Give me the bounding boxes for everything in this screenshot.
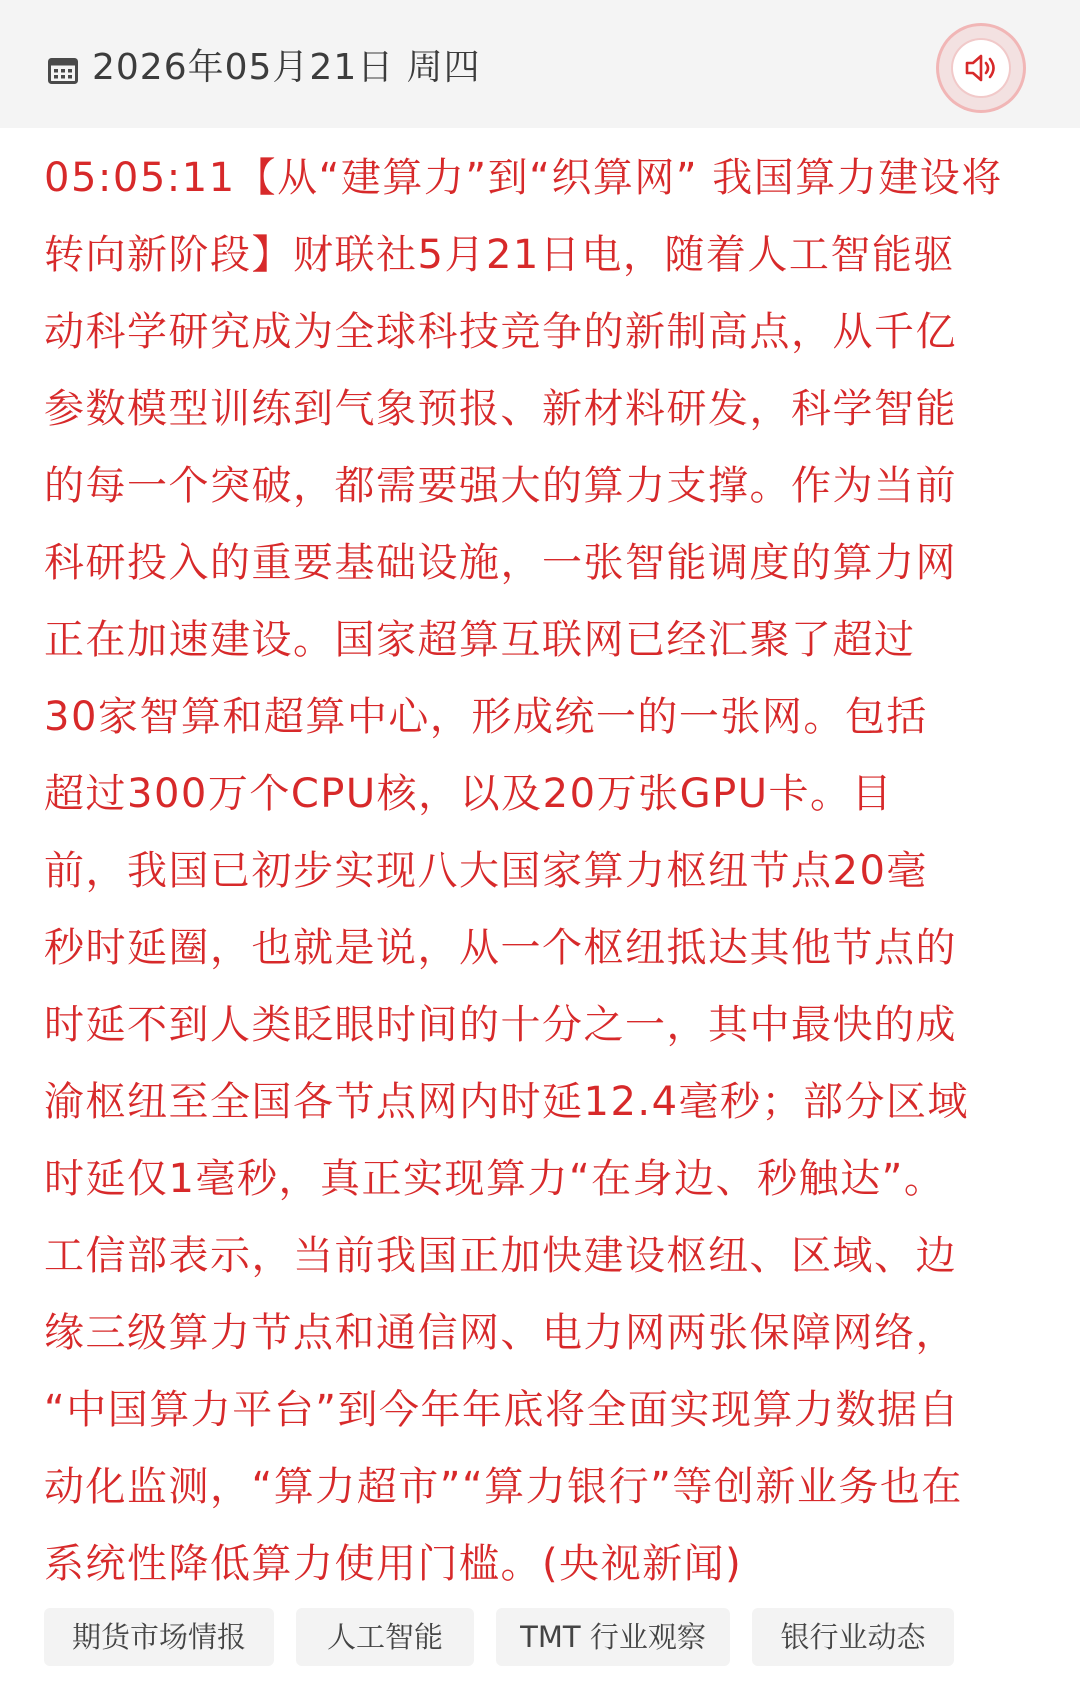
date-header [0,0,1080,128]
article-line: “中国算力平台”到今年年底将全面实现算力数据自 [44,1387,960,1433]
article-line: 的每一个突破，都需要强大的算力支撑。作为当前 [44,463,957,509]
article-line: 科研投入的重要基础设施，一张智能调度的算力网 [44,540,957,586]
article-line: 动科学研究成为全球科技竞争的新制高点，从千亿 [44,309,957,355]
article-line: 秒时延圈，也就是说，从一个枢纽抵达其他节点的 [44,925,957,971]
date-text: 2026年05月21日 周四 [92,47,481,88]
article-line: 系统性降低算力使用门槛。(央视新闻) [44,1541,743,1587]
article-line: 渝枢纽至全国各节点网内时延12.4毫秒；部分区域 [44,1079,970,1125]
article-line: 动化监测，“算力超市”“算力银行”等创新业务也在 [44,1464,963,1510]
article-line: 正在加速建设。国家超算互联网已经汇聚了超过 [44,617,916,663]
article-line: 超过300万个CPU核，以及20万张GPU卡。目 [44,771,893,817]
article-line: 30家智算和超算中心，形成统一的一张网。包括 [44,694,928,740]
article-line: 缘三级算力节点和通信网、电力网两张保障网络， [44,1310,957,1356]
article-line: 05:05:11【从“建算力”到“织算网” 我国算力建设将 [44,155,1003,201]
tag-futures-market[interactable]: 期货市场情报 [44,1608,274,1666]
article-line: 工信部表示，当前我国正加快建设枢纽、区域、边 [44,1233,957,1279]
article-line: 转向新阶段】财联社5月21日电，随着人工智能驱 [44,232,955,278]
tag-artificial-intelligence[interactable]: 人工智能 [296,1608,474,1666]
article-line: 参数模型训练到气象预报、新材料研发，科学智能 [44,386,957,432]
tag-tmt-industry[interactable]: TMT 行业观察 [496,1608,730,1666]
article-line: 时延不到人类眨眼时间的十分之一，其中最快的成 [44,1002,957,1048]
news-article-body [44,140,1044,1603]
tag-banking-news[interactable]: 银行业动态 [752,1608,954,1666]
speaker-button-inner[interactable] [953,40,1009,96]
calendar-icon [48,56,78,84]
read-aloud-button[interactable] [936,23,1026,113]
article-line: 前，我国已初步实现八大国家算力枢纽节点20毫 [44,848,928,894]
article-line: 时延仅1毫秒，真正实现算力“在身边、秒触达”。 [44,1156,946,1202]
